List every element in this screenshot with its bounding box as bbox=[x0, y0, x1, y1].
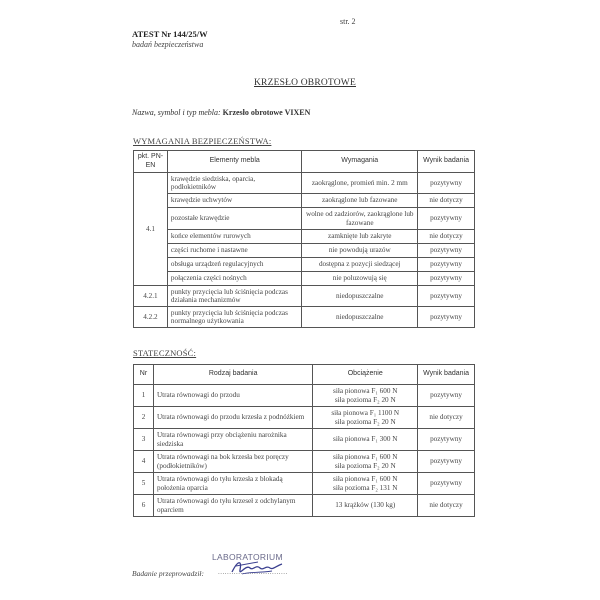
column-header: Nr bbox=[134, 365, 154, 385]
requirement-cell: wolne od zadziorów, zaokrąglone lub fazowane bbox=[302, 208, 418, 230]
table-row bbox=[134, 307, 475, 328]
element-cell: krawędzie uchwytów bbox=[167, 194, 302, 208]
stability-table bbox=[133, 364, 475, 517]
table-row bbox=[134, 473, 475, 495]
signature-icon bbox=[228, 556, 288, 580]
requirement-cell: niedopuszczalne bbox=[302, 286, 418, 307]
result-cell: nie dotyczy bbox=[418, 407, 475, 429]
table-row bbox=[134, 194, 475, 208]
table-row bbox=[134, 451, 475, 473]
nr-cell: 3 bbox=[134, 429, 154, 451]
load-line: siła pozioma F₂ 131 N bbox=[333, 483, 398, 492]
document-title: KRZESŁO OBROTOWE bbox=[254, 78, 356, 88]
load-line: siła pionowa F₁ 300 N bbox=[333, 435, 398, 444]
test-cell: Utrata równowagi do tyłu krzesła z blokadą położenia oparcia bbox=[153, 473, 312, 495]
test-cell: Utrata równowagi przy obciążeniu narożnika siedziska bbox=[153, 429, 312, 451]
test-cell: Utrata równowagi do przodu krzesła z podnóżkiem bbox=[153, 407, 312, 429]
table-header-row bbox=[134, 365, 475, 385]
result-cell: pozytywny bbox=[418, 258, 475, 272]
table-header-row bbox=[134, 151, 475, 173]
test-cell: Utrata równowagi do przodu bbox=[153, 385, 312, 407]
table-row bbox=[134, 495, 475, 517]
requirement-cell: dostępna z pozycji siedzącej bbox=[302, 258, 418, 272]
element-cell: końce elementów rurowych bbox=[167, 230, 302, 244]
column-header: Obciążenie bbox=[313, 365, 418, 385]
certificate-subtitle: badań bezpieczeństwa bbox=[132, 40, 204, 49]
element-cell: połączenia części nośnych bbox=[167, 272, 302, 286]
product-value: Krzesło obrotowe VIXEN bbox=[222, 108, 311, 117]
product-label: Nazwa, symbol i typ mebla: bbox=[132, 108, 221, 117]
nr-cell: 1 bbox=[134, 385, 154, 407]
pkt-cell: 4.2.1 bbox=[134, 286, 168, 307]
test-cell: Utrata równowagi do tyłu krzeseł z odchylanym oparciem bbox=[153, 495, 312, 517]
signature-line: ............................... bbox=[218, 568, 288, 576]
result-cell: pozytywny bbox=[418, 173, 475, 194]
conducted-by-label: Badanie przeprowadził: bbox=[132, 569, 205, 578]
result-cell: pozytywny bbox=[418, 272, 475, 286]
load-line: siła pozioma F₂ 20 N bbox=[334, 395, 396, 404]
column-header: Wynik badania bbox=[418, 151, 475, 173]
load-cell bbox=[313, 429, 418, 451]
nr-cell: 6 bbox=[134, 495, 154, 517]
safety-requirements-table bbox=[133, 150, 475, 328]
element-cell: punkty przycięcia lub ściśnięcia podczas działania mechanizmów bbox=[167, 286, 302, 307]
result-cell: nie dotyczy bbox=[418, 495, 475, 517]
result-cell: pozytywny bbox=[418, 451, 475, 473]
table-row bbox=[134, 272, 475, 286]
load-cell bbox=[313, 385, 418, 407]
table-row bbox=[134, 407, 475, 429]
table-row bbox=[134, 385, 475, 407]
column-header: Wymagania bbox=[302, 151, 418, 173]
table-row bbox=[134, 286, 475, 307]
nr-cell: 5 bbox=[134, 473, 154, 495]
requirement-cell: zamknięte lub zakryte bbox=[302, 230, 418, 244]
load-cell bbox=[313, 451, 418, 473]
result-cell: pozytywny bbox=[418, 208, 475, 230]
result-cell: nie dotyczy bbox=[418, 230, 475, 244]
table-row bbox=[134, 230, 475, 244]
page-number: str. 2 bbox=[340, 17, 356, 26]
table-row bbox=[134, 173, 475, 194]
load-line: siła pionowa F₁ 600 N bbox=[333, 453, 398, 462]
result-cell: nie dotyczy bbox=[418, 194, 475, 208]
requirement-cell: zaokrąglone, promień min. 2 mm bbox=[302, 173, 418, 194]
requirement-cell: nie powodują urazów bbox=[302, 244, 418, 258]
result-cell: pozytywny bbox=[418, 244, 475, 258]
result-cell: pozytywny bbox=[418, 385, 475, 407]
column-header: Wynik badania bbox=[418, 365, 475, 385]
result-cell: pozytywny bbox=[418, 429, 475, 451]
load-line: siła pionowa F₁ 600 N bbox=[333, 387, 398, 396]
safety-heading: WYMAGANIA BEZPIECZEŃSTWA: bbox=[133, 136, 272, 146]
nr-cell: 2 bbox=[134, 407, 154, 429]
requirement-cell: zaokrąglone lub fazowane bbox=[302, 194, 418, 208]
laboratory-stamp: LABORATORIUM bbox=[212, 552, 283, 562]
result-cell: pozytywny bbox=[418, 473, 475, 495]
pkt-cell: 4.1 bbox=[134, 173, 168, 286]
table-row bbox=[134, 208, 475, 230]
load-line: siła pozioma F₂ 20 N bbox=[334, 461, 396, 470]
element-cell: części ruchome i nastawne bbox=[167, 244, 302, 258]
load-cell bbox=[313, 473, 418, 495]
element-cell: obsługa urządzeń regulacyjnych bbox=[167, 258, 302, 272]
column-header: pkt. PN-EN bbox=[134, 151, 168, 173]
load-line: siła pozioma F₂ 20 N bbox=[334, 417, 396, 426]
load-line: siła pionowa F₁ 1100 N bbox=[331, 409, 400, 418]
test-cell: Utrata równowagi na bok krzesła bez poręczy (podłokietników) bbox=[153, 451, 312, 473]
certificate-number: ATEST Nr 144/25/W bbox=[132, 29, 208, 39]
column-header: Elementy mebla bbox=[167, 151, 302, 173]
element-cell: punkty przycięcia lub ściśnięcia podczas normalnego użytkowania bbox=[167, 307, 302, 328]
table-row bbox=[134, 258, 475, 272]
table-row bbox=[134, 244, 475, 258]
load-cell bbox=[313, 407, 418, 429]
load-cell bbox=[313, 495, 418, 517]
nr-cell: 4 bbox=[134, 451, 154, 473]
pkt-cell: 4.2.2 bbox=[134, 307, 168, 328]
requirement-cell: niedopuszczalne bbox=[302, 307, 418, 328]
element-cell: krawędzie siedziska, oparcia, podłokietników bbox=[167, 173, 302, 194]
result-cell: pozytywny bbox=[418, 307, 475, 328]
column-header: Rodzaj badania bbox=[153, 365, 312, 385]
result-cell: pozytywny bbox=[418, 286, 475, 307]
requirement-cell: nie poluzowują się bbox=[302, 272, 418, 286]
load-line: 13 krążków (130 kg) bbox=[335, 501, 396, 510]
product-name-line bbox=[132, 108, 310, 117]
element-cell: pozostałe krawędzie bbox=[167, 208, 302, 230]
load-line: siła pionowa F₁ 600 N bbox=[333, 475, 398, 484]
stability-heading: STATECZNOŚĆ: bbox=[133, 348, 197, 358]
table-row bbox=[134, 429, 475, 451]
